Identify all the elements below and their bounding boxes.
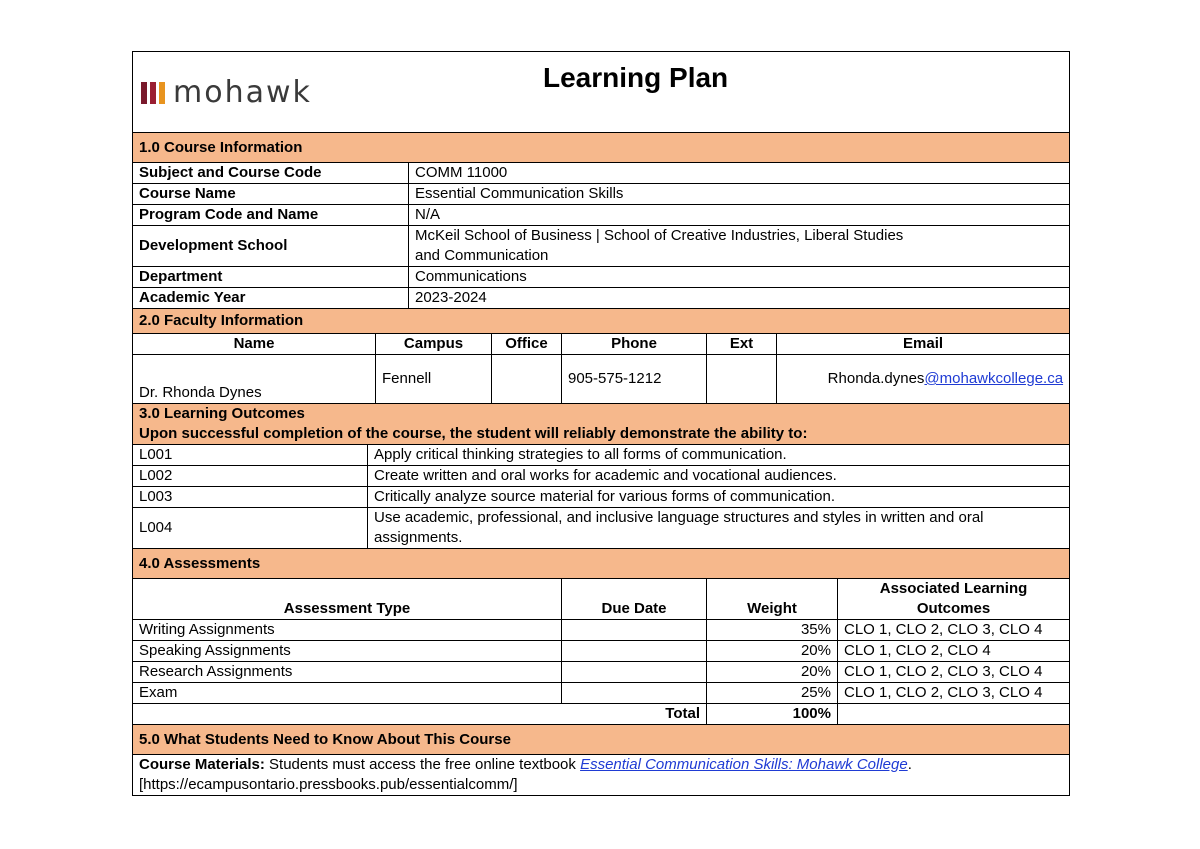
outcome-text (368, 508, 1070, 549)
outcome-code: L003 (133, 487, 368, 508)
course-info-label: Program Code and Name (133, 205, 409, 226)
course-info-value: N/A (409, 205, 1070, 226)
assessment-col-header (838, 579, 1070, 620)
course-info-value: COMM 11000 (409, 163, 1070, 184)
assessment-weight: 25% (707, 683, 838, 704)
outcome-text: Apply critical thinking strategies to all forms of communication. (368, 445, 1070, 466)
assessment-type: Exam (133, 683, 562, 704)
faculty-name: Dr. Rhonda Dynes (133, 355, 376, 404)
faculty-campus: Fennell (376, 355, 492, 404)
assessment-type: Writing Assignments (133, 620, 562, 641)
logo-wordmark: mohawk (173, 75, 312, 110)
faculty-col-header: Ext (707, 334, 777, 355)
title-banner (133, 52, 1070, 133)
assessment-due (562, 641, 707, 662)
email-link[interactable]: @mohawkcollege.ca (924, 370, 1064, 387)
faculty-col-header: Office (492, 334, 562, 355)
assessment-outcomes: CLO 1, CLO 2, CLO 3, CLO 4 (838, 620, 1070, 641)
course-info-value: Communications (409, 267, 1070, 288)
logo-bars-icon (141, 82, 165, 104)
outcome-text: Create written and oral works for academic and vocational audiences. (368, 466, 1070, 487)
course-info-label: Course Name (133, 184, 409, 205)
total-value: 100% (707, 704, 838, 725)
outcome-line: assignments. (374, 529, 463, 546)
course-info-value: Essential Communication Skills (409, 184, 1070, 205)
assessment-outcomes: CLO 1, CLO 2, CLO 4 (838, 641, 1070, 662)
course-info-value: 2023-2024 (409, 288, 1070, 309)
total-label: Total (133, 704, 707, 725)
faculty-ext (707, 355, 777, 404)
assessment-outcomes: CLO 1, CLO 2, CLO 3, CLO 4 (838, 683, 1070, 704)
assessment-col-header: Due Date (562, 579, 707, 620)
assessment-due (562, 683, 707, 704)
faculty-col-header: Name (133, 334, 376, 355)
assessment-due (562, 620, 707, 641)
course-info-label: Development School (133, 226, 409, 267)
learning-plan-table (132, 51, 1070, 796)
faculty-office (492, 355, 562, 404)
value-line: and Communication (415, 247, 549, 264)
section-heading-course-info: 1.0 Course Information (133, 133, 1070, 163)
materials-url: [https://ecampusontario.pressbooks.pub/essentialcomm/] (139, 776, 518, 793)
section-heading-faculty: 2.0 Faculty Information (133, 309, 1070, 334)
section-heading-know: 5.0 What Students Need to Know About This Course (133, 725, 1070, 755)
value-line: McKeil School of Business | School of Creative Industries, Liberal Studies (415, 227, 904, 244)
faculty-col-header: Phone (562, 334, 707, 355)
header-line: Associated Learning (879, 580, 1028, 597)
materials-label: Course Materials: (139, 756, 265, 773)
assessment-due (562, 662, 707, 683)
assessment-weight: 20% (707, 662, 838, 683)
assessment-type: Speaking Assignments (133, 641, 562, 662)
materials-text: Students must access the free online textbook (264, 756, 581, 773)
learning-plan-document (132, 51, 1069, 796)
assessment-weight: 35% (707, 620, 838, 641)
outcome-line: Use academic, professional, and inclusive language structures and styles in written and oral (374, 509, 984, 526)
course-info-value (409, 226, 1070, 267)
header-line: Outcomes (916, 600, 991, 617)
email-prefix: Rhonda.dynes (827, 370, 925, 387)
assessment-weight: 20% (707, 641, 838, 662)
course-info-label: Department (133, 267, 409, 288)
section-heading-outcomes (133, 404, 1070, 445)
total-empty (838, 704, 1070, 725)
course-materials (133, 755, 1070, 796)
textbook-link[interactable]: Essential Communication Skills: Mohawk College (580, 756, 908, 773)
assessment-outcomes: CLO 1, CLO 2, CLO 3, CLO 4 (838, 662, 1070, 683)
section-heading-assessments: 4.0 Assessments (133, 549, 1070, 579)
assessment-type: Research Assignments (133, 662, 562, 683)
outcome-code: L001 (133, 445, 368, 466)
outcomes-subheading: Upon successful completion of the course, the student will reliably demonstrate the ability to: (139, 425, 808, 442)
faculty-col-header: Campus (376, 334, 492, 355)
course-info-label: Subject and Course Code (133, 163, 409, 184)
course-info-label: Academic Year (133, 288, 409, 309)
faculty-col-header: Email (777, 334, 1070, 355)
outcome-text: Critically analyze source material for various forms of communication. (368, 487, 1070, 508)
faculty-email (777, 355, 1070, 404)
outcome-code: L002 (133, 466, 368, 487)
mohawk-logo (141, 75, 312, 110)
assessment-col-header: Assessment Type (133, 579, 562, 620)
outcomes-heading: 3.0 Learning Outcomes (139, 405, 305, 422)
outcome-code: L004 (133, 508, 368, 549)
assessment-col-header: Weight (707, 579, 838, 620)
page-title: Learning Plan (543, 62, 729, 93)
faculty-phone: 905-575-1212 (562, 355, 707, 404)
materials-after: . (907, 756, 912, 773)
